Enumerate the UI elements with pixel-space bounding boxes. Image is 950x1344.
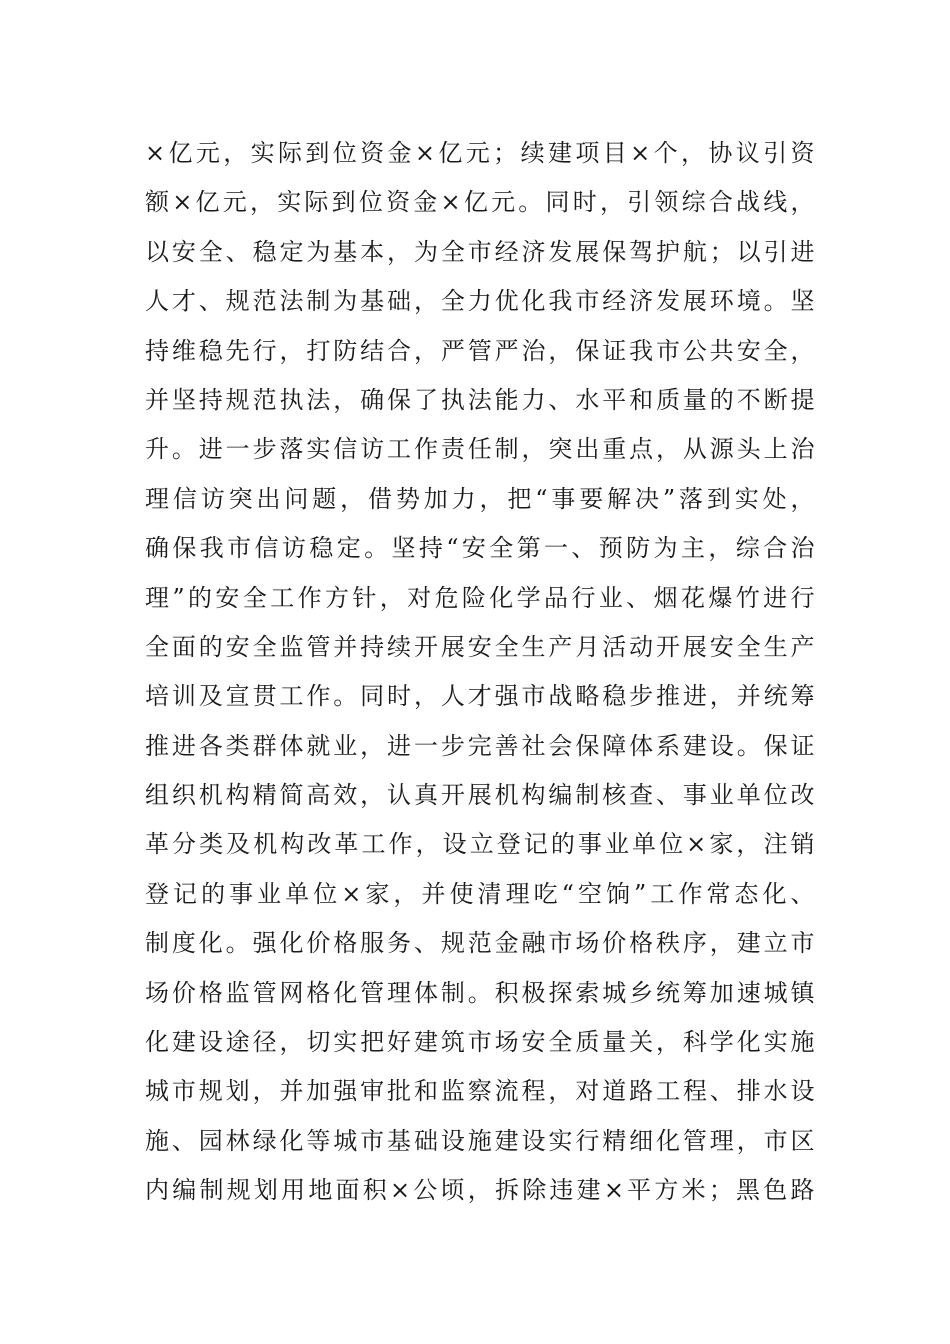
text-line: 制度化。强化价格服务、规范金融市场价格秩序，建立市: [145, 929, 815, 958]
text-line: 额×亿元，实际到位资金×亿元。同时，引领综合战线，: [145, 188, 815, 217]
text-line: 组织机构精简高效，认真开展机构编制核查、事业单位改: [145, 781, 815, 810]
text-line: 推进各类群体就业，进一步完善社会保障体系建设。保证: [145, 731, 815, 760]
text-line: 化建设途径，切实把好建筑市场安全质量关，科学化实施: [145, 1028, 815, 1057]
text-line: 持维稳先行，打防结合，严管严治，保证我市公共安全，: [145, 336, 815, 365]
body-text: [145, 129, 815, 1216]
text-line: 内编制规划用地面积×公顷，拆除违建×平方米；黑色路: [145, 1176, 815, 1205]
text-line: 场价格监管网格化管理体制。积极探索城乡统筹加速城镇: [145, 978, 815, 1007]
text-line: 理信访突出问题，借势加力，把“事要解决”落到实处，: [145, 484, 815, 513]
text-line: 革分类及机构改革工作，设立登记的事业单位×家，注销: [145, 830, 815, 859]
text-line: 理”的安全工作方针，对危险化学品行业、烟花爆竹进行: [145, 583, 815, 612]
text-line: 登记的事业单位×家，并使清理吃“空饷”工作常态化、: [145, 879, 815, 908]
text-line: 确保我市信访稳定。坚持“安全第一、预防为主，综合治: [145, 534, 815, 563]
text-line: 人才、规范法制为基础，全力优化我市经济发展环境。坚: [145, 287, 815, 316]
text-line: 并坚持规范执法，确保了执法能力、水平和质量的不断提: [145, 385, 815, 414]
text-line: 培训及宣贯工作。同时，人才强市战略稳步推进，并统筹: [145, 682, 815, 711]
text-line: ×亿元，实际到位资金×亿元；续建项目×个，协议引资: [145, 139, 815, 167]
text-line: 升。进一步落实信访工作责任制，突出重点，从源头上治: [145, 435, 815, 464]
text-line: 城市规划，并加强审批和监察流程，对道路工程、排水设: [145, 1077, 815, 1106]
text-line: 以安全、稳定为基本，为全市经济发展保驾护航；以引进: [145, 237, 815, 266]
text-line: 全面的安全监管并持续开展安全生产月活动开展安全生产: [145, 632, 815, 661]
text-line: 施、园林绿化等城市基础设施建设实行精细化管理，市区: [145, 1126, 815, 1155]
